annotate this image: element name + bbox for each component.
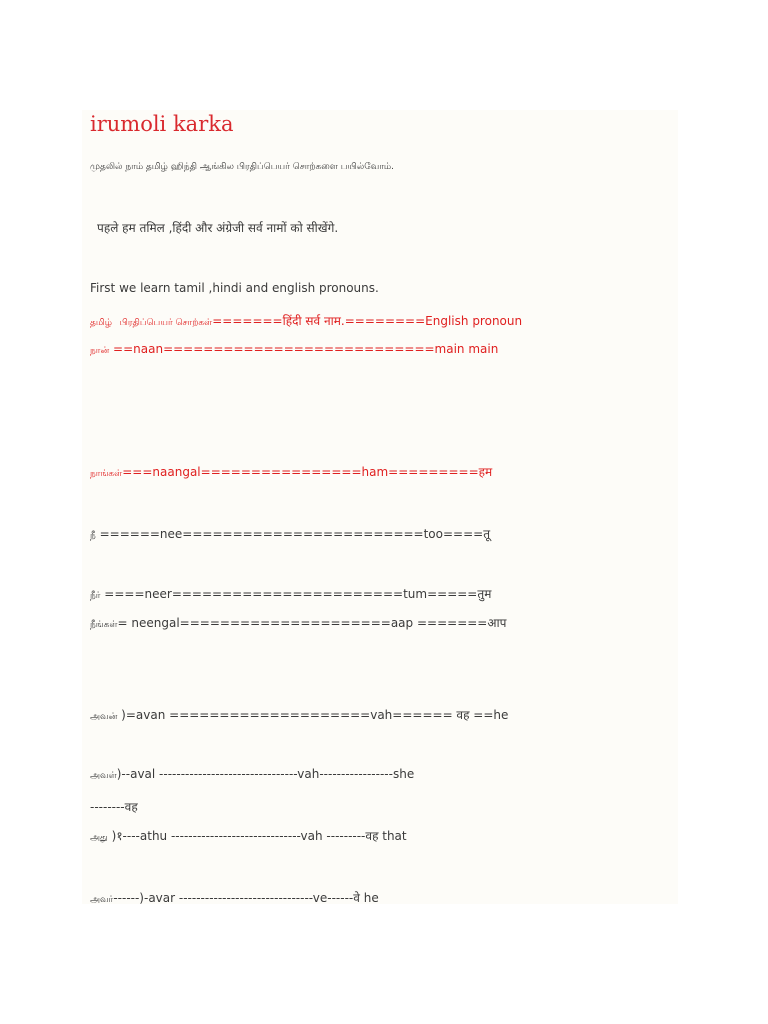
- row-text: ==naan===========================main main: [113, 342, 499, 356]
- row-text: ======nee========================too====तू: [99, 527, 491, 541]
- hindi-intro-line: पहले हम तमिल ,हिंदी और अंग्रेजी सर्व नामों को सीखेंगे.: [97, 221, 339, 235]
- pronoun-row-aval-continued: --------वह: [90, 800, 138, 814]
- row-text: = neengal=====================aap =======आप: [117, 616, 507, 630]
- pronoun-row-naan: [90, 342, 498, 357]
- tamil-header-word: தமிழ்: [90, 318, 112, 328]
- pronoun-row-neengal: [90, 614, 506, 631]
- tamil-header-pronoun: பிரதிப்பெயர் சொற்கள்: [119, 318, 213, 328]
- document-title: irumoli karka: [90, 112, 234, 136]
- row-text: ------)-avar -------------------------------ve------वे he: [113, 891, 379, 905]
- tamil-word: அவர்: [90, 895, 114, 905]
- tamil-word: அது: [90, 833, 108, 843]
- pronoun-row-nee: [90, 525, 490, 542]
- tamil-word: நீங்கள்: [90, 620, 118, 630]
- pronoun-row-neer: [90, 585, 491, 602]
- pronoun-row-avan: [90, 706, 508, 723]
- header-text: =======हिंदी सर्व नाम.========English pronoun: [212, 314, 523, 328]
- row-text: ===naangal================ham=========हम: [122, 465, 493, 479]
- pronoun-table-header: [90, 312, 522, 329]
- row-text: ====neer=======================tum=====तुम: [104, 587, 492, 601]
- tamil-word: நீ: [90, 531, 96, 541]
- pronoun-row-naangal: [90, 463, 492, 480]
- pronoun-row-avar: [90, 889, 379, 906]
- row-text: )१----athu ------------------------------vah ---------वह that: [111, 829, 407, 843]
- tamil-word: அவள்: [90, 771, 117, 781]
- tamil-intro-line: முதலில் நாம் தமிழ் ஹிந்தி ஆங்கில பிரதிப்பெயர் சொற்களை பயில்வோம்.: [90, 162, 394, 172]
- english-intro-line: First we learn tamil ,hindi and english pronouns.: [90, 281, 379, 295]
- pronoun-row-athu: [90, 827, 407, 844]
- row-text: )=avan ====================vah====== वह ==he: [121, 708, 509, 722]
- tamil-word: அவன்: [90, 712, 118, 722]
- pronoun-row-aval: [90, 767, 414, 782]
- tamil-word: நான்: [90, 346, 110, 356]
- row-text: )--aval --------------------------------vah-----------------she: [116, 767, 415, 781]
- tamil-word: நாங்கள்: [90, 469, 123, 479]
- tamil-word: நீர்: [90, 591, 101, 601]
